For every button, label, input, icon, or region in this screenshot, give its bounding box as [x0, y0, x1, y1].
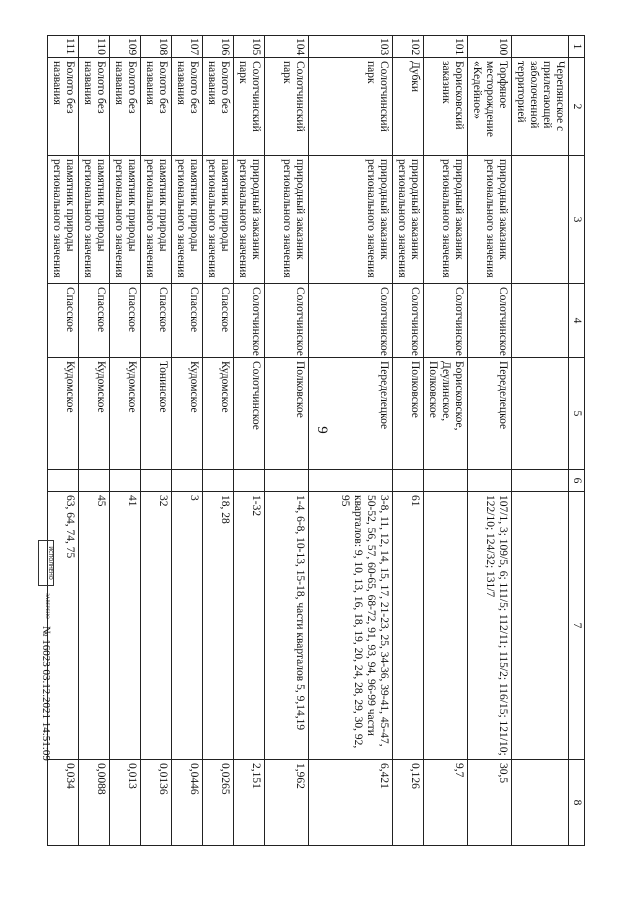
cell-area: 0,0136 — [141, 760, 172, 846]
cell-area: 2,151 — [234, 760, 265, 846]
cell-district — [512, 284, 569, 358]
cell-number: 103 — [309, 36, 393, 58]
registration-stamp: ИСПОЛНЕНО — [38, 540, 54, 586]
cell-forestry: Кудомское — [48, 358, 79, 470]
cell-forestry: Переделецкое — [309, 358, 393, 470]
cell-quarters: 3-8, 11, 12, 14, 15, 17, 21-23, 25, 34-36, 39-41, 45-47, 50-52, 56, 57, 60-65, 68-72, 91, 93, 94, 96-99 части кварталов: 9, 10, 13, 16, 18, 19, 20, 24, 28, 29, 30, 92, 95 — [309, 492, 393, 760]
cell-number: 109 — [110, 36, 141, 58]
cell-forestry: Полковское — [393, 358, 424, 470]
table-row — [512, 36, 569, 846]
cell-quarters — [512, 492, 569, 760]
cell-number: 105 — [234, 36, 265, 58]
cell-col6 — [48, 470, 79, 492]
cell-category — [512, 156, 569, 284]
table-row — [424, 36, 468, 846]
cell-category: природный заказник регионального значения — [309, 156, 393, 284]
cell-forestry: Борисковское, Деулинское, Полковское — [424, 358, 468, 470]
cell-name: Солотчинский парк — [234, 58, 265, 156]
cell-quarters: 1-32 — [234, 492, 265, 760]
cell-area: 0,126 — [393, 760, 424, 846]
cell-number: 101 — [424, 36, 468, 58]
col-header-2: 2 — [569, 58, 585, 156]
cell-category: природный заказник регионального значения — [424, 156, 468, 284]
cell-forestry: Кудомское — [203, 358, 234, 470]
cell-name: Дубки — [393, 58, 424, 156]
col-header-7: 7 — [569, 492, 585, 760]
cell-district: Спасское — [203, 284, 234, 358]
table-row — [203, 36, 234, 846]
cell-area: 30,5 — [468, 760, 512, 846]
cell-forestry: Полковское — [265, 358, 309, 470]
cell-quarters: 18, 28 — [203, 492, 234, 760]
cell-forestry: Кудомское — [172, 358, 203, 470]
cell-number: 108 — [141, 36, 172, 58]
cell-col6 — [468, 470, 512, 492]
cell-name: Болото без названия — [172, 58, 203, 156]
cell-area: 0,0088 — [79, 760, 110, 846]
cell-quarters: 63, 64, 74, 75 — [48, 492, 79, 760]
cell-col6 — [424, 470, 468, 492]
cell-quarters: 45 — [79, 492, 110, 760]
col-header-6: 6 — [569, 470, 585, 492]
table-row — [172, 36, 203, 846]
cell-col6 — [265, 470, 309, 492]
cell-quarters: 107/1, 3; 109/5, 6; 111/5; 112/11; 115/2; 116/15; 121/10; 122/10; 124/32; 131/7 — [468, 492, 512, 760]
protected-areas-table — [47, 35, 585, 846]
table-row — [468, 36, 512, 846]
cell-name: Болото без названия — [110, 58, 141, 156]
cell-area: 0,034 — [48, 760, 79, 846]
cell-category: памятник природы регионального значения — [79, 156, 110, 284]
table-row — [141, 36, 172, 846]
cell-quarters: 41 — [110, 492, 141, 760]
cell-district: Солотчинское — [265, 284, 309, 358]
cell-name: Болото без названия — [48, 58, 79, 156]
cell-quarters: 1-4, 6-8, 10-13, 15-18, части кварталов 5, 9,14,19 — [265, 492, 309, 760]
table-row — [234, 36, 265, 846]
cell-number: 102 — [393, 36, 424, 58]
cell-category: памятник природы регионального значения — [141, 156, 172, 284]
cell-category: природный заказник регионального значения — [393, 156, 424, 284]
cell-district: Солотчинское — [468, 284, 512, 358]
cell-district: Спасское — [141, 284, 172, 358]
cell-category: памятник природы регионального значения — [203, 156, 234, 284]
cell-name: Солотчинский парк — [309, 58, 393, 156]
cell-number: 110 — [79, 36, 110, 58]
col-header-1: 1 — [569, 36, 585, 58]
col-header-4: 4 — [569, 284, 585, 358]
cell-forestry: Кудомское — [79, 358, 110, 470]
cell-col6 — [234, 470, 265, 492]
cell-name: Борисковский заказник — [424, 58, 468, 156]
cell-quarters: 3 — [172, 492, 203, 760]
table-row — [309, 36, 393, 846]
table-container — [51, 35, 585, 845]
cell-name: Болото без названия — [79, 58, 110, 156]
cell-col6 — [393, 470, 424, 492]
cell-area: 0,0446 — [172, 760, 203, 846]
cell-name: Солотчинский парк — [265, 58, 309, 156]
cell-area: 0,013 — [110, 760, 141, 846]
cell-forestry — [512, 358, 569, 470]
cell-area: 9,7 — [424, 760, 468, 846]
col-header-3: 3 — [569, 156, 585, 284]
page-number: 9 — [314, 426, 330, 434]
cell-name: Торфяное месторождение «Кедейное» — [468, 58, 512, 156]
cell-area: 0,0265 — [203, 760, 234, 846]
cell-district: Солотчинское — [424, 284, 468, 358]
cell-district: Солотчинское — [393, 284, 424, 358]
cell-number: 104 — [265, 36, 309, 58]
cell-area: 6,421 — [309, 760, 393, 846]
cell-quarters — [424, 492, 468, 760]
cell-col6 — [309, 470, 393, 492]
header-row — [569, 36, 585, 846]
cell-col6 — [110, 470, 141, 492]
cell-forestry: Кудомское — [110, 358, 141, 470]
col-header-5: 5 — [569, 358, 585, 470]
table-row — [79, 36, 110, 846]
cell-category: природный заказник регионального значения — [234, 156, 265, 284]
cell-district: Солотчинское — [234, 284, 265, 358]
cell-number: 111 — [48, 36, 79, 58]
cell-forestry: Тонинское — [141, 358, 172, 470]
cell-district: Спасское — [110, 284, 141, 358]
cell-district: Спасское — [79, 284, 110, 358]
cell-district: Спасское — [48, 284, 79, 358]
stamp-caption: ЗАВЕРЕНО — [44, 593, 49, 619]
cell-col6 — [512, 470, 569, 492]
cell-category: памятник природы регионального значения — [48, 156, 79, 284]
cell-number: 107 — [172, 36, 203, 58]
document-id: № 16023 03.12.2021 14:51:09 — [40, 626, 52, 761]
cell-category: памятник природы регионального значения — [110, 156, 141, 284]
cell-quarters: 61 — [393, 492, 424, 760]
cell-col6 — [172, 470, 203, 492]
cell-col6 — [141, 470, 172, 492]
cell-name: Черепянское с прилегающей заболоченной территорией — [512, 58, 569, 156]
cell-forestry: Солотчинское — [234, 358, 265, 470]
cell-number: 106 — [203, 36, 234, 58]
cell-area — [512, 760, 569, 846]
cell-number: 100 — [468, 36, 512, 58]
cell-category: природный заказник регионального значения — [468, 156, 512, 284]
cell-name: Болото без названия — [203, 58, 234, 156]
cell-number — [512, 36, 569, 58]
cell-col6 — [203, 470, 234, 492]
cell-quarters: 32 — [141, 492, 172, 760]
document-footer — [36, 540, 56, 880]
cell-district: Спасское — [172, 284, 203, 358]
table-row — [110, 36, 141, 846]
cell-forestry: Переделецкое — [468, 358, 512, 470]
table-row — [265, 36, 309, 846]
cell-name: Болото без названия — [141, 58, 172, 156]
cell-category: памятник природы регионального значения — [172, 156, 203, 284]
table-row — [393, 36, 424, 846]
cell-area: 1,962 — [265, 760, 309, 846]
cell-category: природный заказник регионального значения — [265, 156, 309, 284]
cell-district: Солотчинское — [309, 284, 393, 358]
cell-col6 — [79, 470, 110, 492]
col-header-8: 8 — [569, 760, 585, 846]
